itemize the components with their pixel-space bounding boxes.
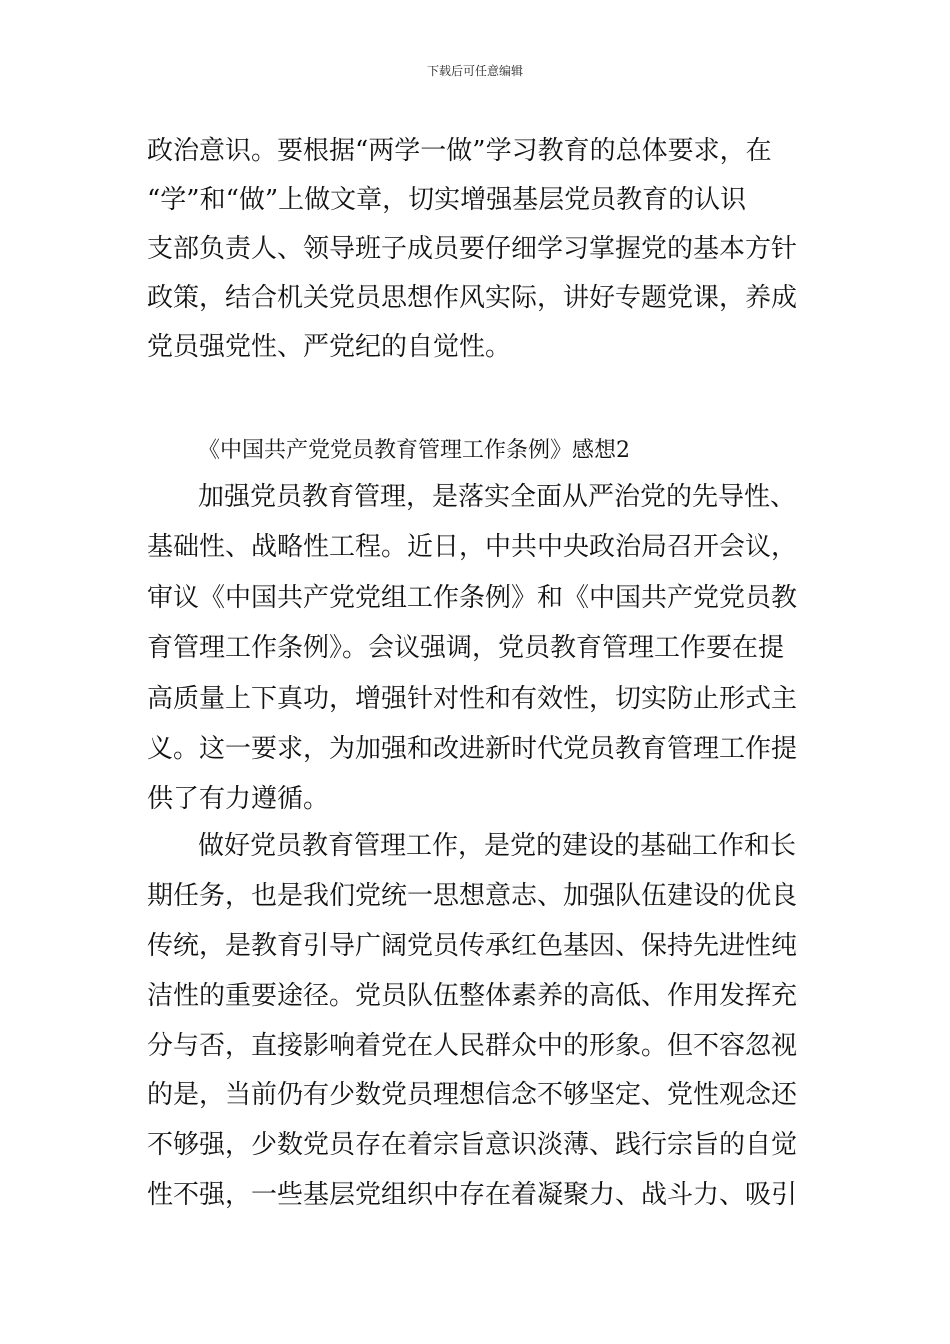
body-line: 传统，是教育引导广阔党员传承红色基因、保持先进性纯 — [147, 931, 798, 961]
body-line: 政治意识。要根据“两学一做”学习教育的总体要求，在 — [147, 136, 772, 166]
page-header: 下载后可任意编辑 — [426, 64, 523, 78]
section-title: 《中国共产党党员教育管理工作条例》感想2 — [198, 438, 630, 463]
body-line: 义。这一要求，为加强和改进新时代党员教育管理工作提 — [147, 734, 798, 764]
paragraph-first-line: 加强党员教育管理，是落实全面从严治党的先导性、 — [198, 482, 797, 512]
body-line: “学”和“做”上做文章，切实增强基层党员教育的认识 — [147, 185, 747, 215]
body-line: 党员强党性、严党纪的自觉性。 — [147, 332, 512, 362]
body-line: 期任务，也是我们党统一思想意志、加强队伍建设的优良 — [147, 881, 798, 911]
body-line: 育管理工作条例》。会议强调，党员教育管理工作要在提 — [147, 633, 785, 663]
body-line: 基础性、战略性工程。近日，中共中央政治局召开会议， — [147, 532, 798, 562]
body-line: 性不强，一些基层党组织中存在着凝聚力、战斗力、吸引 — [147, 1180, 798, 1210]
body-line: 审议《中国共产党党组工作条例》和《中国共产党党员教 — [147, 583, 798, 613]
body-line: 供了有力遵循。 — [147, 784, 330, 814]
body-line: 分与否，直接影响着党在人民群众中的形象。但不容忽视 — [147, 1031, 798, 1061]
body-line: 的是，当前仍有少数党员理想信念不够坚定、党性观念还 — [147, 1080, 798, 1110]
body-line: 不够强，少数党员存在着宗旨意识淡薄、践行宗旨的自觉 — [147, 1130, 798, 1160]
body-line: 洁性的重要途径。党员队伍整体素养的高低、作用发挥充 — [147, 981, 798, 1011]
paragraph-first-line: 做好党员教育管理工作，是党的建设的基础工作和长 — [198, 831, 797, 861]
body-line: 支部负责人、领导班子成员要仔细学习掌握党的基本方针 — [147, 234, 798, 264]
body-line: 政策，结合机关党员思想作风实际，讲好专题党课，养成 — [147, 283, 798, 313]
body-line: 高质量上下真功，增强针对性和有效性，切实防止形式主 — [147, 684, 798, 714]
